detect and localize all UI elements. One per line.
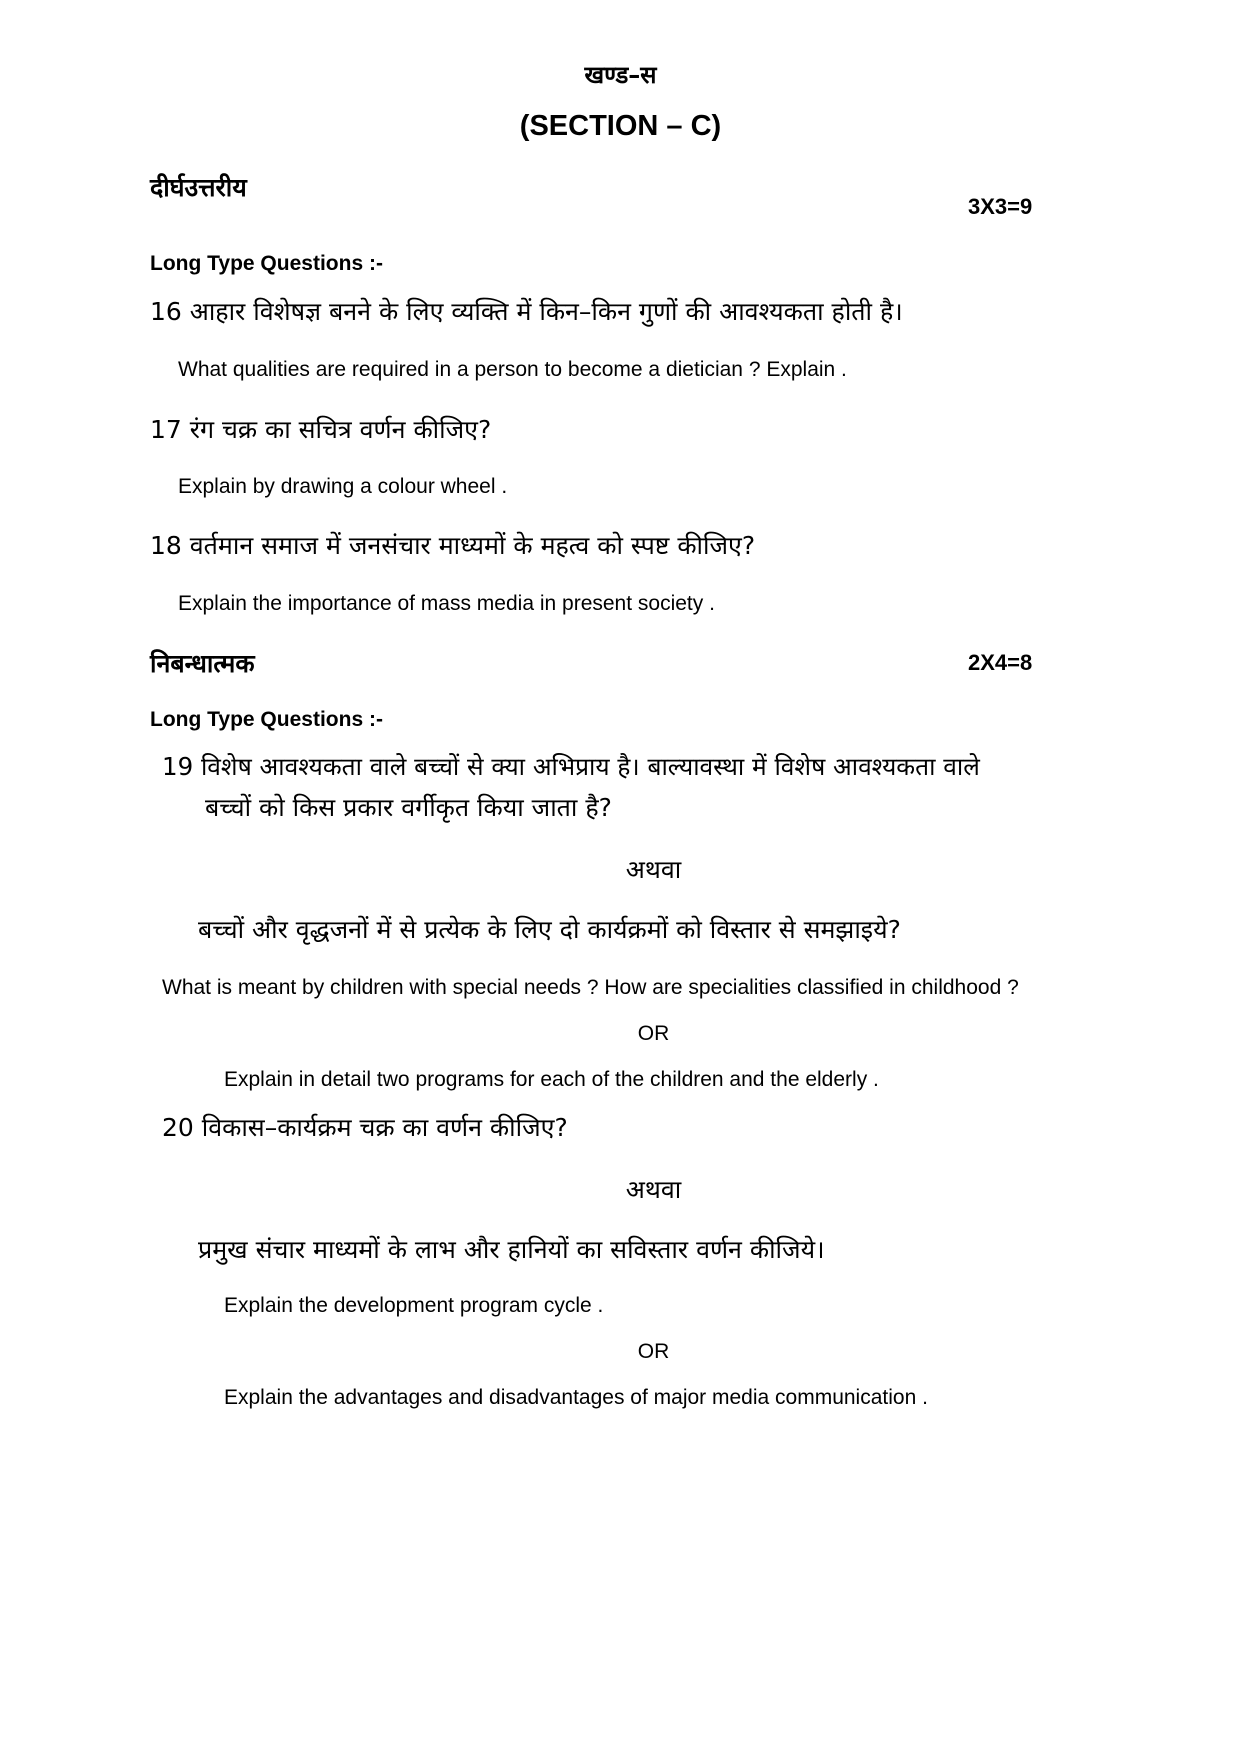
question-20-or-hindi: अथवा [625, 1175, 682, 1204]
section-hindi-title: खण्ड–स [584, 61, 657, 89]
question-20-or-english: OR [637, 1340, 670, 1363]
part2-marks: 2X4=8 [968, 650, 1033, 675]
question-17-english: Explain by drawing a colour wheel . [178, 475, 508, 498]
part1-hindi-label: दीर्घउत्तरीय [150, 173, 247, 202]
question-17-hindi: 17 रंग चक्र का सचित्र वर्णन कीजिए? [150, 415, 492, 444]
question-19-or-hindi: अथवा [625, 855, 682, 884]
question-16-hindi: 16 आहार विशेषज्ञ बनने के लिए व्यक्ति में किन–किन गुणों की आवश्यकता होती है। [150, 297, 903, 326]
question-20-hindi: 20 विकास–कार्यक्रम चक्र का वर्णन कीजिए? [162, 1113, 568, 1142]
question-19-english-alternative: Explain in detail two programs for each of the children and the elderly . [224, 1068, 879, 1091]
question-19-hindi-alternative: बच्चों और वृद्धजनों में से प्रत्येक के लिए दो कार्यक्रमों को विस्तार से समझाइये? [198, 915, 901, 944]
part1-marks: 3X3=9 [968, 194, 1033, 219]
question-16-english: What qualities are required in a person to become a dietician ? Explain . [178, 358, 847, 381]
part2-hindi-label: निबन्धात्मक [150, 649, 255, 678]
question-20-english-alternative: Explain the advantages and disadvantages of major media communication . [224, 1386, 928, 1409]
question-19-hindi-line1: 19 विशेष आवश्यकता वाले बच्चों से क्या अभिप्राय है। बाल्यावस्था में विशेष आवश्यकता वाले [162, 752, 980, 781]
section-english-title: (SECTION – C) [519, 110, 722, 142]
part2-heading: Long Type Questions :- [150, 708, 383, 731]
question-19-hindi-line2: बच्चों को किस प्रकार वर्गीकृत किया जाता है? [205, 793, 612, 822]
question-19-english: What is meant by children with special needs ? How are specialities classified in childhood ? [162, 976, 1019, 999]
question-18-hindi: 18 वर्तमान समाज में जनसंचार माध्यमों के महत्व को स्पष्ट कीजिए? [150, 531, 756, 560]
part1-heading: Long Type Questions :- [150, 252, 383, 275]
question-18-english: Explain the importance of mass media in present society . [178, 592, 715, 615]
question-19-or-english: OR [637, 1022, 670, 1045]
question-20-english: Explain the development program cycle . [224, 1294, 604, 1317]
question-20-hindi-alternative: प्रमुख संचार माध्यमों के लाभ और हानियों का सविस्तार वर्णन कीजिये। [198, 1235, 825, 1264]
